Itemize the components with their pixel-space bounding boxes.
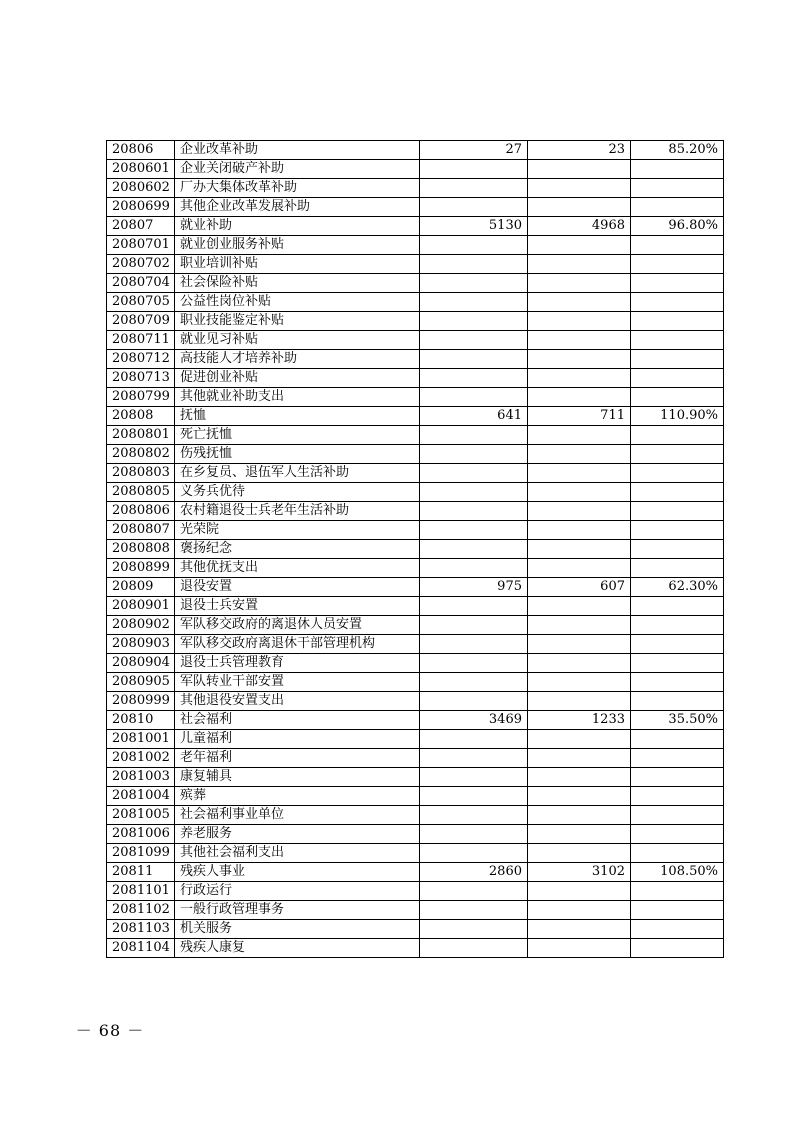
name-cell: 就业创业服务补贴 [175,236,420,255]
name-cell: 退役士兵管理教育 [175,654,420,673]
table-row [107,407,724,426]
table-row [107,578,724,597]
value-cell [420,901,528,920]
value-cell [420,198,528,217]
name-cell: 就业见习补贴 [175,331,420,350]
code-cell: 2080712 [107,350,175,369]
value-cell: 4968 [528,217,631,236]
value-cell [420,939,528,958]
percent-cell [631,293,724,312]
code-cell: 20809 [107,578,175,597]
value-cell [528,160,631,179]
percent-cell [631,160,724,179]
value-cell [420,882,528,901]
name-cell: 褒扬纪念 [175,540,420,559]
name-cell: 促进创业补贴 [175,369,420,388]
name-cell: 社会福利 [175,711,420,730]
value-cell [528,939,631,958]
name-cell: 康复辅具 [175,768,420,787]
value-cell [420,426,528,445]
percent-cell [631,787,724,806]
percent-cell [631,825,724,844]
name-cell: 伤残抚恤 [175,445,420,464]
code-cell: 2080705 [107,293,175,312]
code-cell: 2080711 [107,331,175,350]
value-cell [528,920,631,939]
value-cell [528,293,631,312]
name-cell: 其他就业补助支出 [175,388,420,407]
value-cell [420,768,528,787]
percent-cell [631,426,724,445]
name-cell: 公益性岗位补贴 [175,293,420,312]
value-cell: 3469 [420,711,528,730]
name-cell: 死亡抚恤 [175,426,420,445]
code-cell: 2080699 [107,198,175,217]
value-cell [528,483,631,502]
table-row [107,787,724,806]
value-cell [420,331,528,350]
percent-cell: 110.90% [631,407,724,426]
table-row [107,445,724,464]
table-row [107,160,724,179]
table-row [107,749,724,768]
table-row [107,844,724,863]
percent-cell [631,236,724,255]
code-cell: 2081006 [107,825,175,844]
name-cell: 其他退役安置支出 [175,692,420,711]
name-cell: 军队转业干部安置 [175,673,420,692]
value-cell [528,388,631,407]
code-cell: 2080805 [107,483,175,502]
table-row [107,692,724,711]
value-cell [528,274,631,293]
name-cell: 抚恤 [175,407,420,426]
code-cell: 2081002 [107,749,175,768]
table-row [107,616,724,635]
value-cell: 5130 [420,217,528,236]
percent-cell [631,350,724,369]
code-cell: 2080904 [107,654,175,673]
value-cell [528,540,631,559]
value-cell: 641 [420,407,528,426]
percent-cell [631,369,724,388]
value-cell [420,521,528,540]
name-cell: 儿童福利 [175,730,420,749]
code-cell: 2080807 [107,521,175,540]
table-row [107,464,724,483]
value-cell [528,635,631,654]
code-cell: 20810 [107,711,175,730]
percent-cell [631,255,724,274]
percent-cell [631,521,724,540]
name-cell: 高技能人才培养补助 [175,350,420,369]
percent-cell [631,331,724,350]
name-cell: 在乡复员、退伍军人生活补助 [175,464,420,483]
name-cell: 光荣院 [175,521,420,540]
value-cell [420,806,528,825]
value-cell [420,635,528,654]
value-cell: 2860 [420,863,528,882]
value-cell [528,749,631,768]
value-cell [528,236,631,255]
percent-cell [631,597,724,616]
value-cell [528,901,631,920]
percent-cell [631,939,724,958]
table-row [107,597,724,616]
value-cell [528,559,631,578]
budget-table [106,140,724,958]
table-row [107,388,724,407]
name-cell: 其他优抚支出 [175,559,420,578]
value-cell [420,616,528,635]
percent-cell [631,749,724,768]
value-cell [420,597,528,616]
value-cell [420,464,528,483]
code-cell: 2080601 [107,160,175,179]
name-cell: 社会保险补贴 [175,274,420,293]
name-cell: 职业技能鉴定补贴 [175,312,420,331]
value-cell [420,160,528,179]
table-row [107,540,724,559]
code-cell: 2080801 [107,426,175,445]
percent-cell [631,464,724,483]
name-cell: 行政运行 [175,882,420,901]
table-row [107,825,724,844]
percent-cell [631,654,724,673]
table-row [107,730,724,749]
code-cell: 2081001 [107,730,175,749]
value-cell [420,388,528,407]
value-cell [420,844,528,863]
code-cell: 2081103 [107,920,175,939]
name-cell: 其他企业改革发展补助 [175,198,420,217]
value-cell [528,825,631,844]
value-cell [420,654,528,673]
value-cell [420,483,528,502]
table-row [107,198,724,217]
value-cell: 975 [420,578,528,597]
percent-cell [631,673,724,692]
table-row [107,502,724,521]
code-cell: 2080602 [107,179,175,198]
value-cell [528,350,631,369]
name-cell: 企业改革补助 [175,141,420,160]
code-cell: 2080899 [107,559,175,578]
percent-cell [631,198,724,217]
value-cell [420,559,528,578]
table-row [107,426,724,445]
table-row [107,483,724,502]
name-cell: 老年福利 [175,749,420,768]
value-cell: 23 [528,141,631,160]
table-row [107,654,724,673]
value-cell [528,692,631,711]
name-cell: 殡葬 [175,787,420,806]
code-cell: 20811 [107,863,175,882]
percent-cell [631,483,724,502]
value-cell [420,445,528,464]
percent-cell [631,179,724,198]
value-cell [528,654,631,673]
code-cell: 2080806 [107,502,175,521]
percent-cell [631,445,724,464]
code-cell: 2080702 [107,255,175,274]
value-cell [420,236,528,255]
code-cell: 2080713 [107,369,175,388]
value-cell [528,806,631,825]
name-cell: 残疾人康复 [175,939,420,958]
name-cell: 一般行政管理事务 [175,901,420,920]
code-cell: 2080802 [107,445,175,464]
name-cell: 养老服务 [175,825,420,844]
percent-cell [631,901,724,920]
table-row [107,863,724,882]
value-cell [528,312,631,331]
table-row [107,920,724,939]
code-cell: 2080808 [107,540,175,559]
table-row [107,255,724,274]
value-cell [420,673,528,692]
percent-cell [631,540,724,559]
code-cell: 2080704 [107,274,175,293]
percent-cell [631,274,724,293]
value-cell: 3102 [528,863,631,882]
code-cell: 2080709 [107,312,175,331]
table-row [107,635,724,654]
code-cell: 2081005 [107,806,175,825]
table-row [107,274,724,293]
percent-cell [631,920,724,939]
value-cell [528,464,631,483]
name-cell: 军队移交政府的离退休人员安置 [175,616,420,635]
percent-cell [631,844,724,863]
value-cell [528,787,631,806]
page-number: － 68 － [75,1021,145,1040]
name-cell: 其他社会福利支出 [175,844,420,863]
percent-cell [631,616,724,635]
code-cell: 2080902 [107,616,175,635]
percent-cell [631,768,724,787]
table-row [107,369,724,388]
value-cell [420,179,528,198]
percent-cell [631,502,724,521]
table-row [107,939,724,958]
code-cell: 20807 [107,217,175,236]
percent-cell: 96.80% [631,217,724,236]
code-cell: 2081101 [107,882,175,901]
percent-cell: 85.20% [631,141,724,160]
code-cell: 2081099 [107,844,175,863]
value-cell [420,255,528,274]
value-cell [528,331,631,350]
code-cell: 2080905 [107,673,175,692]
value-cell: 607 [528,578,631,597]
value-cell: 1233 [528,711,631,730]
value-cell [528,198,631,217]
name-cell: 机关服务 [175,920,420,939]
code-cell: 2080701 [107,236,175,255]
name-cell: 残疾人事业 [175,863,420,882]
percent-cell: 108.50% [631,863,724,882]
code-cell: 2081102 [107,901,175,920]
name-cell: 义务兵优待 [175,483,420,502]
code-cell: 2080901 [107,597,175,616]
table-row [107,673,724,692]
table-row [107,331,724,350]
percent-cell: 62.30% [631,578,724,597]
value-cell [528,730,631,749]
percent-cell [631,312,724,331]
table-row [107,179,724,198]
code-cell: 2080799 [107,388,175,407]
name-cell: 军队移交政府离退休干部管理机构 [175,635,420,654]
value-cell: 27 [420,141,528,160]
name-cell: 职业培训补贴 [175,255,420,274]
table-row [107,217,724,236]
table-row [107,236,724,255]
value-cell [528,426,631,445]
value-cell [528,255,631,274]
table-row [107,901,724,920]
value-cell [420,502,528,521]
value-cell [420,312,528,331]
value-cell [528,445,631,464]
code-cell: 2081004 [107,787,175,806]
table-row [107,806,724,825]
value-cell [528,179,631,198]
name-cell: 厂办大集体改革补助 [175,179,420,198]
value-cell [420,749,528,768]
name-cell: 退役士兵安置 [175,597,420,616]
name-cell: 社会福利事业单位 [175,806,420,825]
value-cell: 711 [528,407,631,426]
value-cell [420,540,528,559]
table-row [107,293,724,312]
table-row [107,521,724,540]
percent-cell: 35.50% [631,711,724,730]
value-cell [420,920,528,939]
name-cell: 退役安置 [175,578,420,597]
percent-cell [631,882,724,901]
code-cell: 2080803 [107,464,175,483]
code-cell: 2081104 [107,939,175,958]
table-row [107,882,724,901]
name-cell: 企业关闭破产补助 [175,160,420,179]
code-cell: 2080903 [107,635,175,654]
code-cell: 2081003 [107,768,175,787]
code-cell: 2080999 [107,692,175,711]
value-cell [420,730,528,749]
value-cell [528,882,631,901]
name-cell: 农村籍退役士兵老年生活补助 [175,502,420,521]
table-row [107,768,724,787]
code-cell: 20806 [107,141,175,160]
value-cell [528,521,631,540]
percent-cell [631,730,724,749]
table-row [107,141,724,160]
percent-cell [631,635,724,654]
value-cell [420,350,528,369]
value-cell [420,825,528,844]
budget-table-body [107,141,724,958]
value-cell [528,369,631,388]
percent-cell [631,692,724,711]
value-cell [528,616,631,635]
value-cell [420,293,528,312]
table-row [107,350,724,369]
table-row [107,559,724,578]
table-row [107,312,724,331]
value-cell [420,369,528,388]
table-row [107,711,724,730]
value-cell [528,502,631,521]
percent-cell [631,559,724,578]
value-cell [528,597,631,616]
value-cell [528,844,631,863]
percent-cell [631,388,724,407]
value-cell [420,274,528,293]
name-cell: 就业补助 [175,217,420,236]
percent-cell [631,806,724,825]
value-cell [420,787,528,806]
value-cell [528,768,631,787]
code-cell: 20808 [107,407,175,426]
value-cell [528,673,631,692]
value-cell [420,692,528,711]
